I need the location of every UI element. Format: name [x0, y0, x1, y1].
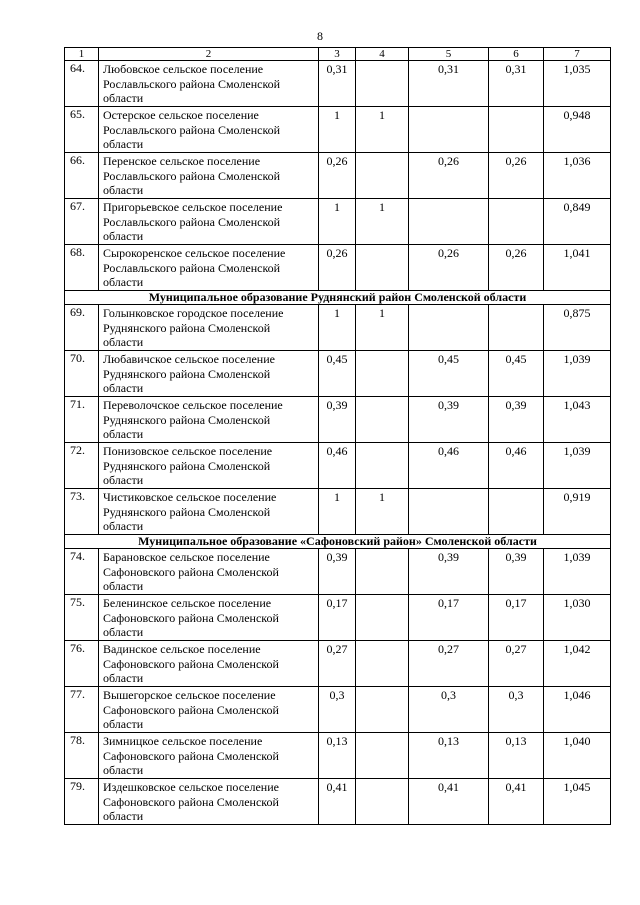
row-number: 70.: [65, 351, 99, 397]
value-cell-c6: 0,45: [489, 351, 544, 397]
settlement-name-line: области: [103, 717, 144, 731]
settlement-name-line: Понизовское сельское поселение: [103, 444, 273, 458]
table-row: [65, 305, 611, 351]
row-number: 76.: [65, 641, 99, 687]
settlement-name: [99, 153, 319, 199]
settlement-name-line: области: [103, 91, 144, 105]
header-cell: 6: [489, 48, 544, 61]
settlement-name-line: области: [103, 809, 144, 823]
value-cell-c7: 1,030: [544, 595, 611, 641]
value-cell-c7: 1,043: [544, 397, 611, 443]
row-number: 75.: [65, 595, 99, 641]
value-cell-c6: [489, 107, 544, 153]
settlement-name: [99, 61, 319, 107]
settlement-name-line: Остерское сельское поселение: [103, 108, 259, 122]
row-number: 65.: [65, 107, 99, 153]
settlement-name-line: Сафоновского района Смоленской: [103, 702, 279, 717]
settlement-name-line: области: [103, 519, 144, 533]
value-cell-c7: 1,046: [544, 687, 611, 733]
value-cell-c5: 0,17: [409, 595, 489, 641]
settlement-name-line: Руднянского района Смоленской: [103, 458, 271, 473]
settlement-name: [99, 489, 319, 535]
table-row: [65, 245, 611, 291]
value-cell-c5: 0,39: [409, 397, 489, 443]
value-cell-c3: 0,13: [319, 733, 356, 779]
settlement-name-line: Руднянского района Смоленской: [103, 412, 271, 427]
settlement-name-line: Барановское сельское поселение: [103, 550, 270, 564]
value-cell-c4: [356, 61, 409, 107]
settlement-name-line: Сафоновского района Смоленской: [103, 656, 279, 671]
value-cell-c4: [356, 595, 409, 641]
settlement-name-line: Рославльского района Смоленской: [103, 214, 281, 229]
value-cell-c3: 0,26: [319, 153, 356, 199]
settlement-name: [99, 779, 319, 825]
value-cell-c4: 1: [356, 489, 409, 535]
header-cell: 1: [65, 48, 99, 61]
table-row: [65, 549, 611, 595]
settlement-name-line: области: [103, 473, 144, 487]
value-cell-c6: 0,39: [489, 397, 544, 443]
value-cell-c3: 0,17: [319, 595, 356, 641]
value-cell-c7: 1,036: [544, 153, 611, 199]
value-cell-c3: 0,3: [319, 687, 356, 733]
settlement-name: [99, 641, 319, 687]
value-cell-c6: [489, 489, 544, 535]
settlement-name-line: области: [103, 137, 144, 151]
coefficients-table: [64, 47, 611, 825]
header-cell: 4: [356, 48, 409, 61]
value-cell-c6: 0,46: [489, 443, 544, 489]
settlement-name-line: Рославльского района Смоленской: [103, 76, 281, 91]
settlement-name: [99, 443, 319, 489]
value-cell-c4: [356, 153, 409, 199]
value-cell-c3: 0,31: [319, 61, 356, 107]
settlement-name-line: области: [103, 275, 144, 289]
value-cell-c6: 0,39: [489, 549, 544, 595]
header-cell: 3: [319, 48, 356, 61]
value-cell-c4: [356, 351, 409, 397]
table-row: [65, 107, 611, 153]
value-cell-c5: [409, 305, 489, 351]
header-cell: 7: [544, 48, 611, 61]
value-cell-c6: [489, 199, 544, 245]
value-cell-c6: 0,26: [489, 153, 544, 199]
table-row: [65, 595, 611, 641]
value-cell-c6: 0,27: [489, 641, 544, 687]
value-cell-c4: [356, 245, 409, 291]
table-row: [65, 641, 611, 687]
value-cell-c5: 0,26: [409, 153, 489, 199]
value-cell-c5: 0,27: [409, 641, 489, 687]
value-cell-c5: 0,39: [409, 549, 489, 595]
row-number: 79.: [65, 779, 99, 825]
settlement-name: [99, 549, 319, 595]
settlement-name: [99, 351, 319, 397]
settlement-name-line: Руднянского района Смоленской: [103, 504, 271, 519]
settlement-name: [99, 107, 319, 153]
settlement-name-line: Переволочское сельское поселение: [103, 398, 283, 412]
value-cell-c3: 0,39: [319, 549, 356, 595]
settlement-name-line: Издешковское сельское поселение: [103, 780, 279, 794]
settlement-name-line: Сырокоренское сельское поселение: [103, 246, 286, 260]
value-cell-c3: 0,27: [319, 641, 356, 687]
value-cell-c3: 1: [319, 305, 356, 351]
settlement-name-line: Беленинское сельское поселение: [103, 596, 272, 610]
section-title: Муниципальное образование «Сафоновский район» Смоленской области: [65, 535, 611, 549]
settlement-name-line: Сафоновского района Смоленской: [103, 748, 279, 763]
value-cell-c5: 0,45: [409, 351, 489, 397]
table-row: [65, 153, 611, 199]
settlement-name-line: Рославльского района Смоленской: [103, 122, 281, 137]
settlement-name: [99, 305, 319, 351]
page-number: 8: [317, 29, 323, 43]
value-cell-c3: 0,46: [319, 443, 356, 489]
section-row: [65, 535, 611, 549]
row-number: 64.: [65, 61, 99, 107]
settlement-name: [99, 687, 319, 733]
value-cell-c6: 0,31: [489, 61, 544, 107]
value-cell-c7: 1,039: [544, 443, 611, 489]
value-cell-c6: 0,13: [489, 733, 544, 779]
value-cell-c7: 1,042: [544, 641, 611, 687]
settlement-name-line: области: [103, 625, 144, 639]
settlement-name-line: Голынковское городское поселение: [103, 306, 284, 320]
value-cell-c4: 1: [356, 199, 409, 245]
value-cell-c4: [356, 733, 409, 779]
value-cell-c7: 1,039: [544, 549, 611, 595]
settlement-name-line: Рославльского района Смоленской: [103, 168, 281, 183]
value-cell-c6: [489, 305, 544, 351]
value-cell-c5: [409, 489, 489, 535]
row-number: 78.: [65, 733, 99, 779]
value-cell-c7: 0,849: [544, 199, 611, 245]
value-cell-c6: 0,41: [489, 779, 544, 825]
row-number: 73.: [65, 489, 99, 535]
table-row: [65, 199, 611, 245]
settlement-name-line: области: [103, 229, 144, 243]
value-cell-c6: 0,17: [489, 595, 544, 641]
settlement-name-line: Любавичское сельское поселение: [103, 352, 275, 366]
row-number: 66.: [65, 153, 99, 199]
settlement-name-line: области: [103, 671, 144, 685]
table-row: [65, 779, 611, 825]
header-cell: 5: [409, 48, 489, 61]
section-title: Муниципальное образование Руднянский район Смоленской области: [65, 291, 611, 305]
settlement-name-line: Любовское сельское поселение: [103, 62, 264, 76]
settlement-name-line: области: [103, 381, 144, 395]
settlement-name: [99, 245, 319, 291]
settlement-name-line: области: [103, 763, 144, 777]
table-row: [65, 489, 611, 535]
value-cell-c5: 0,31: [409, 61, 489, 107]
settlement-name: [99, 199, 319, 245]
table-row: [65, 687, 611, 733]
settlement-name: [99, 397, 319, 443]
table-body: [65, 48, 611, 825]
value-cell-c5: 0,41: [409, 779, 489, 825]
row-number: 71.: [65, 397, 99, 443]
settlement-name-line: Вышегорское сельское поселение: [103, 688, 276, 702]
settlement-name-line: области: [103, 335, 144, 349]
value-cell-c3: 1: [319, 199, 356, 245]
value-cell-c5: 0,3: [409, 687, 489, 733]
value-cell-c4: [356, 687, 409, 733]
table-header-row: [65, 48, 611, 61]
value-cell-c4: [356, 641, 409, 687]
settlement-name-line: Руднянского района Смоленской: [103, 320, 271, 335]
value-cell-c4: [356, 549, 409, 595]
settlement-name-line: Руднянского района Смоленской: [103, 366, 271, 381]
settlement-name-line: Вадинское сельское поселение: [103, 642, 261, 656]
section-row: [65, 291, 611, 305]
row-number: 74.: [65, 549, 99, 595]
value-cell-c5: [409, 107, 489, 153]
row-number: 77.: [65, 687, 99, 733]
settlement-name: [99, 733, 319, 779]
value-cell-c7: 0,948: [544, 107, 611, 153]
value-cell-c7: 1,040: [544, 733, 611, 779]
table-row: [65, 733, 611, 779]
row-number: 67.: [65, 199, 99, 245]
value-cell-c3: 0,41: [319, 779, 356, 825]
settlement-name-line: области: [103, 183, 144, 197]
value-cell-c6: 0,26: [489, 245, 544, 291]
header-cell: 2: [99, 48, 319, 61]
value-cell-c7: 1,039: [544, 351, 611, 397]
value-cell-c5: 0,13: [409, 733, 489, 779]
settlement-name-line: Перенское сельское поселение: [103, 154, 261, 168]
table-row: [65, 443, 611, 489]
settlement-name-line: Сафоновского района Смоленской: [103, 564, 279, 579]
value-cell-c3: 0,39: [319, 397, 356, 443]
settlement-name-line: Сафоновского района Смоленской: [103, 794, 279, 809]
value-cell-c3: 0,26: [319, 245, 356, 291]
table-row: [65, 351, 611, 397]
value-cell-c4: 1: [356, 305, 409, 351]
settlement-name-line: Пригорьевское сельское поселение: [103, 200, 283, 214]
value-cell-c5: 0,46: [409, 443, 489, 489]
value-cell-c7: 1,045: [544, 779, 611, 825]
settlement-name: [99, 595, 319, 641]
value-cell-c7: 0,919: [544, 489, 611, 535]
value-cell-c3: 0,45: [319, 351, 356, 397]
settlement-name-line: Рославльского района Смоленской: [103, 260, 281, 275]
value-cell-c6: 0,3: [489, 687, 544, 733]
value-cell-c4: [356, 443, 409, 489]
value-cell-c7: 0,875: [544, 305, 611, 351]
settlement-name-line: области: [103, 427, 144, 441]
value-cell-c5: [409, 199, 489, 245]
table-row: [65, 397, 611, 443]
value-cell-c3: 1: [319, 489, 356, 535]
row-number: 72.: [65, 443, 99, 489]
value-cell-c4: 1: [356, 107, 409, 153]
value-cell-c4: [356, 779, 409, 825]
value-cell-c5: 0,26: [409, 245, 489, 291]
table-row: [65, 61, 611, 107]
row-number: 69.: [65, 305, 99, 351]
value-cell-c7: 1,035: [544, 61, 611, 107]
settlement-name-line: Зимницкое сельское поселение: [103, 734, 263, 748]
value-cell-c4: [356, 397, 409, 443]
settlement-name-line: Сафоновского района Смоленской: [103, 610, 279, 625]
value-cell-c7: 1,041: [544, 245, 611, 291]
row-number: 68.: [65, 245, 99, 291]
settlement-name-line: Чистиковское сельское поселение: [103, 490, 277, 504]
settlement-name-line: области: [103, 579, 144, 593]
value-cell-c3: 1: [319, 107, 356, 153]
